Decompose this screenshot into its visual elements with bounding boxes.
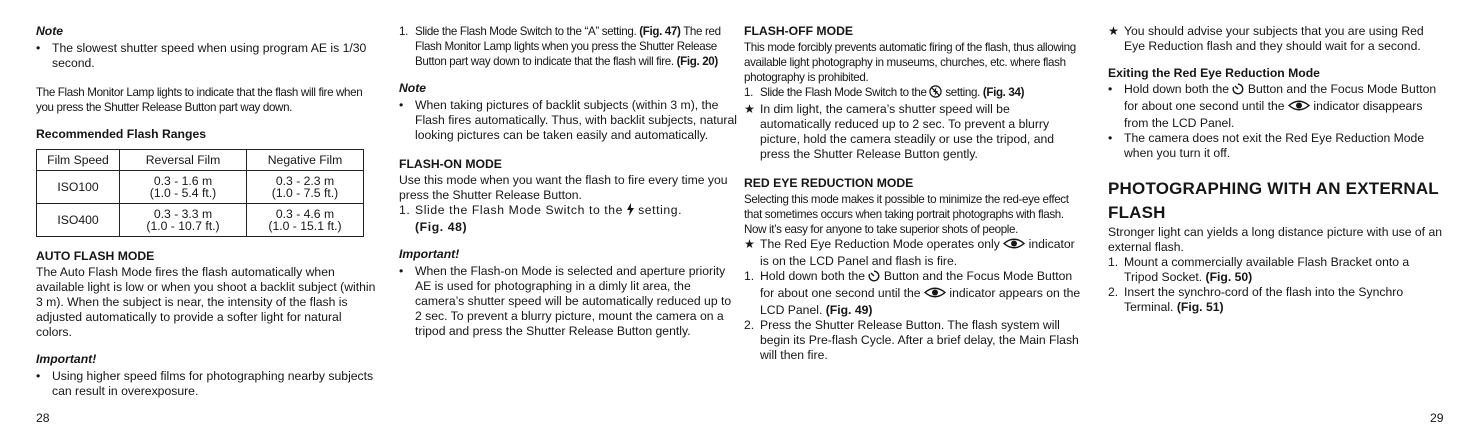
list-item: • The slowest shutter speed when using program AE is 1/30 second. [36,41,367,70]
column-header: Reversal Film [120,150,247,171]
list-item: 1. Slide the Flash Mode Switch to the setting. (Fig. 48) [399,203,683,234]
step-list [1108,255,1444,315]
flash-monitor-text: The Flash Monitor Lamp lights to indicate that the flash will fire when you press the Shutter Release Button part way down. [36,86,363,114]
list-item: • When the Flash-on Mode is selected and aperture priority AE is used for photographing in a dimly lit area, the camera’s shutter speed will be automatically reduced up to 2 sec. To prevent a blurry picture, mount the camera on a tripod and press the Shutter Release Button gently. [399,264,732,338]
bullet: • [399,264,404,278]
body-text: The Auto Flash Mode fires the flash automatically when available light is low or when you shoot a backlit subject (within 3 m). When the subject is near, the intensity of the flash is adjusted automatically to provide a softer light for natural colors. [36,265,376,339]
table-cell: 0.3 - 2.3 m (1.0 - 7.5 ft.) [247,171,364,204]
star-list [1108,24,1444,54]
table-row [37,171,364,204]
column-2 [399,24,737,339]
star-list [744,102,1082,162]
list-item: 1. Slide the Flash Mode Switch to the setting. (Fig. 34) [744,85,1082,102]
section-heading: Recommended Flash Ranges [36,127,206,141]
list-item: • When taking pictures of backlit subjects (within 3 m), the Flash fires automatically. Thus, with backlit subjects, natural looking pictures can be taken easily and automatically. [399,98,737,142]
bullet: • [36,369,41,383]
table-cell: ISO400 [37,204,120,237]
list-item: 1. Mount a commercially available Flash Bracket onto a Tripod Socket. (Fig. 50) [1108,255,1410,284]
table-cell: 0.3 - 1.6 m (1.0 - 5.4 ft.) [120,171,247,204]
page-number: 28 [36,411,50,425]
step-list [399,203,737,235]
flash-off-icon [929,85,942,102]
table-row [37,204,364,237]
section-heading: RED EYE REDUCTION MODE [744,176,914,190]
page-number: 29 [1430,411,1444,425]
list-item: • Hold down both the Button and the Focus Mode Button for about one second until the indicator disappears from the LCD Panel. [1108,82,1437,130]
column-header: Negative Film [247,150,364,171]
step-list [744,269,1082,363]
red-eye-icon [1003,237,1025,254]
star-icon: ★ [744,102,755,116]
body-text: Stronger light can yields a long distance picture with use of an external flash. [1108,225,1442,254]
note-heading: Note [36,24,64,38]
table-cell: 0.3 - 3.3 m (1.0 - 10.7 ft.) [120,204,247,237]
important-list [36,369,376,399]
important-heading: Important! [399,247,460,261]
list-item: 2. Insert the synchro-cord of the flash into the Synchro Terminal. (Fig. 51) [1108,285,1404,314]
list-item: ★ In dim light, the camera’s shutter speed will be automatically reduced up to 2 sec. To prevent a blurry picture, hold the camera steadily or use the tripod, and press the Shutter Release Button gently. [744,102,1055,161]
bullet: • [1108,131,1113,145]
red-eye-icon [924,286,946,303]
body-text: This mode forcibly prevents automatic firing of the flash, thus allowing available light photography in museums, churches, etc. where flash photography is prohibited. [744,41,1076,84]
note-list [36,41,376,71]
list-item: ★ You should advise your subjects that you are using Red Eye Reduction flash and they should wait for a second. [1108,24,1424,53]
list-item: • The camera does not exit the Red Eye Reduction Mode when you turn it off. [1108,131,1425,160]
body-text: Use this mode when you want the flash to fire every time you press the Shutter Release Button. [399,173,728,202]
list-item: • Using higher speed films for photographing nearby subjects can result in overexposure. [36,369,374,398]
column-3 [744,24,1082,363]
list-item: ★ The Red Eye Reduction Mode operates only indicator is on the LCD Panel and flash is fire. [744,237,1075,268]
self-timer-icon [1232,83,1244,99]
column-header: Film Speed [37,150,120,171]
important-list [399,264,737,339]
step-list [744,85,1082,102]
column-4 [1108,24,1444,315]
flash-on-icon [627,203,634,220]
note-list [399,98,737,143]
bullet: • [36,41,41,55]
section-heading: FLASH-ON MODE [399,157,502,171]
note-heading: Note [399,81,427,95]
section-heading: AUTO FLASH MODE [36,249,155,263]
exit-list [1108,82,1444,161]
bullet: • [399,98,404,112]
body-text: Selecting this mode makes it possible to minimize the red-eye effect that sometimes occurs when taking portrait photographs with flash. Now it’s easy for anyone to take superior shots of people. [744,193,1069,236]
star-icon: ★ [744,237,755,251]
chapter-heading: PHOTOGRAPHING WITH AN EXTERNAL FLASH [1108,179,1439,222]
flash-range-table [36,149,364,237]
important-heading: Important! [36,352,97,366]
section-heading: FLASH-OFF MODE [744,24,853,38]
table-cell: ISO100 [37,171,120,204]
list-item: 1. Hold down both the Button and the Focus Mode Button for about one second until the indicator appears on the LCD Panel. (Fig. 49) [744,269,1081,317]
table-header-row [37,150,364,171]
step-list [399,24,737,69]
column-1 [36,24,376,399]
bullet: • [1108,82,1113,96]
self-timer-icon [868,270,880,286]
table-cell: 0.3 - 4.6 m (1.0 - 15.1 ft.) [247,204,364,237]
star-icon: ★ [1108,24,1119,38]
red-eye-icon [1288,99,1310,116]
star-list [744,237,1082,269]
list-item: 1. Slide the Flash Mode Switch to the “A” setting. (Fig. 47) The red Flash Monitor Lamp lights when you press the Shutter Release Button part way down to indicate that the flash will fire. (Fig. 20) [399,25,721,68]
section-heading: Exiting the Red Eye Reduction Mode [1108,66,1320,80]
list-item: 2. Press the Shutter Release Button. The flash system will begin its Pre-flash Cycle. After a brief delay, the Main Flash will then fire. [744,318,1079,362]
